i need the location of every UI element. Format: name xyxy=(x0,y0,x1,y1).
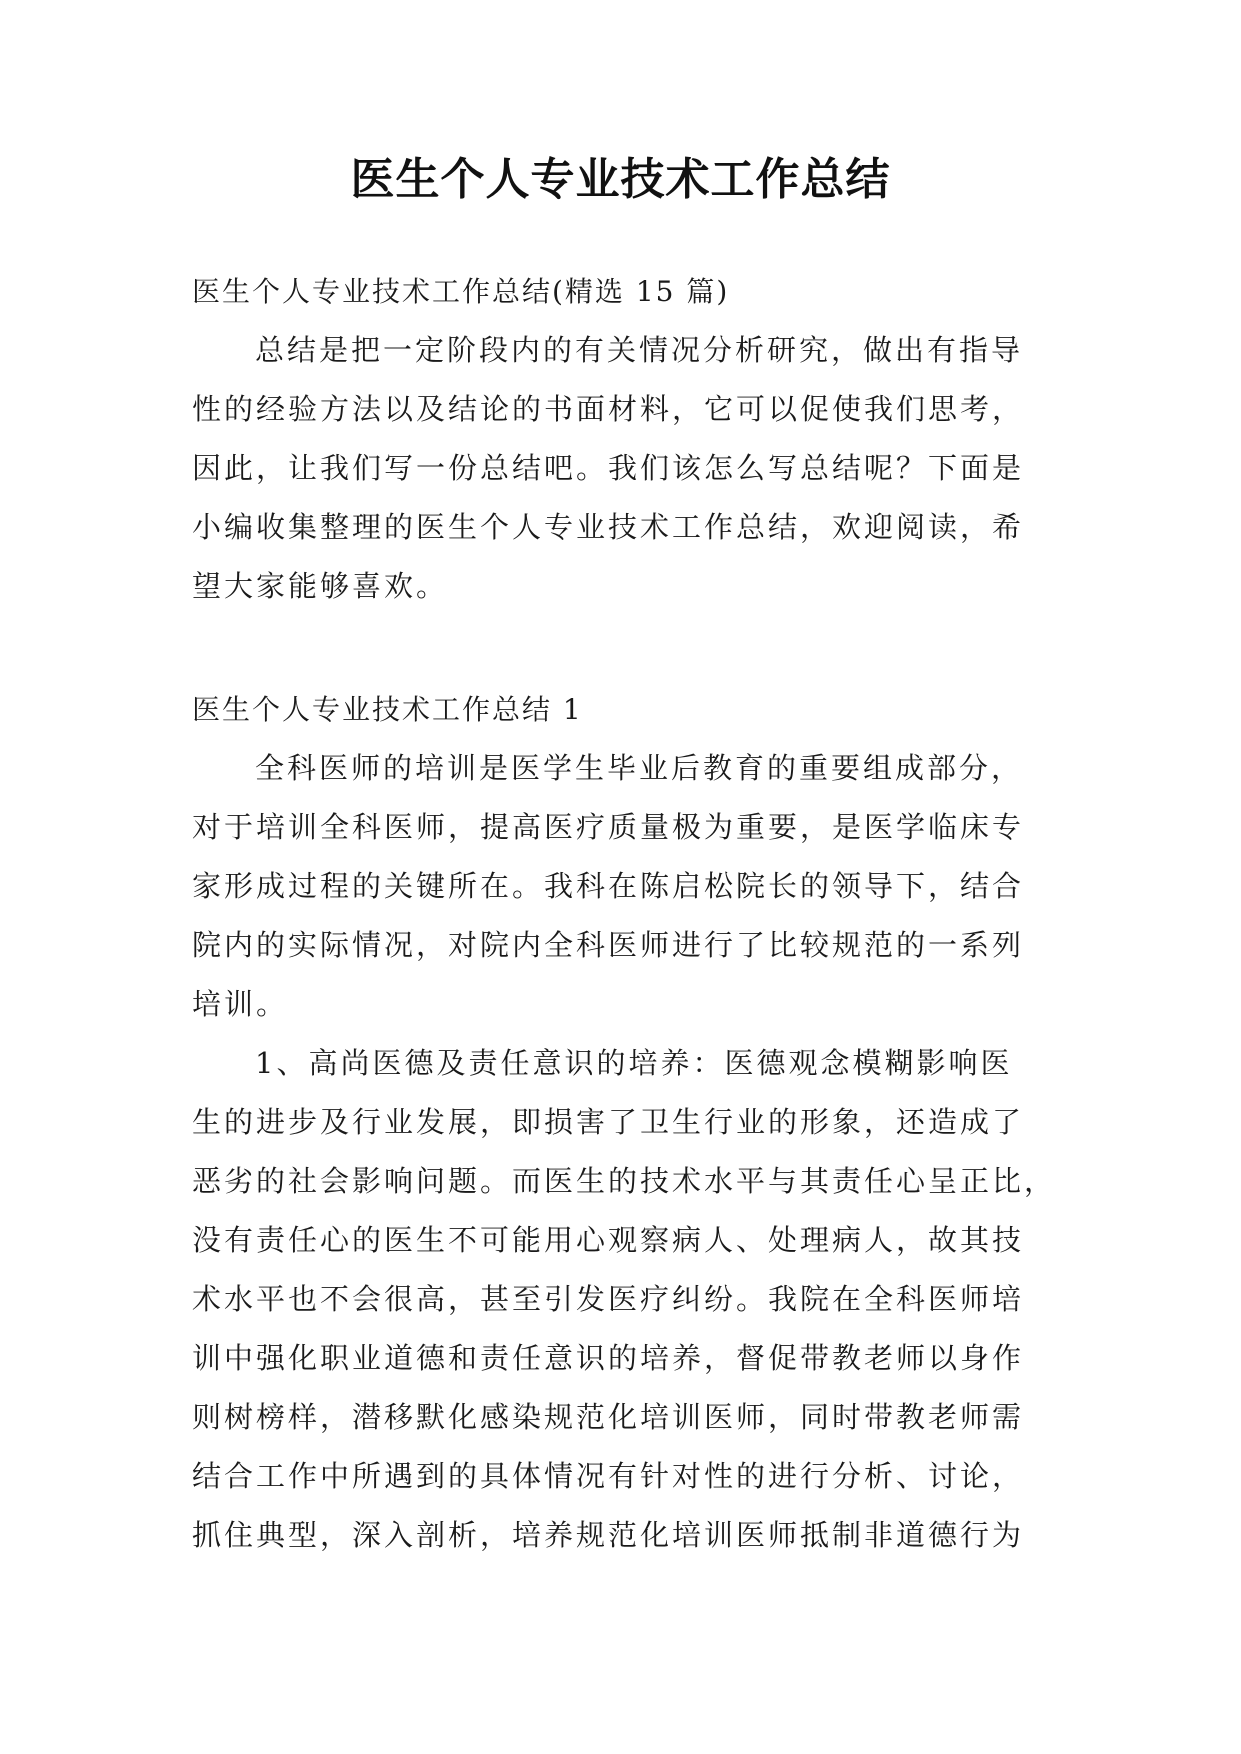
text-line: 总结是把一定阶段内的有关情况分析研究，做出有指导 xyxy=(255,333,1024,367)
intro-heading: 医生个人专业技术工作总结(精选 15 篇) xyxy=(192,275,730,308)
text-line: 性的经验方法以及结论的书面材料，它可以促使我们思考， xyxy=(192,392,1025,426)
text-line: 因此，让我们写一份总结吧。我们该怎么写总结呢？下面是 xyxy=(192,451,1025,485)
text-line: 望大家能够喜欢。 xyxy=(192,569,449,603)
text-line: 院内的实际情况，对院内全科医师进行了比较规范的一系列 xyxy=(192,928,1025,962)
text-line: 没有责任心的医生不可能用心观察病人、处理病人，故其技 xyxy=(192,1223,1025,1257)
text-line: 家形成过程的关键所在。我科在陈启松院长的领导下，结合 xyxy=(192,869,1025,903)
section-paragraph xyxy=(192,1034,1057,1565)
document-body xyxy=(192,262,1057,1565)
text-line: 小编收集整理的医生个人专业技术工作总结，欢迎阅读，希 xyxy=(192,510,1025,544)
text-line: 结合工作中所遇到的具体情况有针对性的进行分析、讨论， xyxy=(192,1459,1025,1493)
text-line: 则树榜样，潜移默化感染规范化培训医师，同时带教老师需 xyxy=(192,1400,1025,1434)
text-line: 1、高尚医德及责任意识的培养：医德观念模糊影响医 xyxy=(255,1046,1013,1080)
document-title: 医生个人专业技术工作总结 xyxy=(350,154,891,205)
paragraph-spacer xyxy=(192,616,1054,680)
text-line: 培训。 xyxy=(192,987,289,1021)
text-line: 抓住典型，深入剖析，培养规范化培训医师抵制非道德行为 xyxy=(192,1518,1025,1552)
text-line: 全科医师的培训是医学生毕业后教育的重要组成部分， xyxy=(255,751,1024,785)
text-line: 训中强化职业道德和责任意识的培养，督促带教老师以身作 xyxy=(192,1341,1025,1375)
text-line: 术水平也不会很高，甚至引发医疗纠纷。我院在全科医师培 xyxy=(192,1282,1025,1316)
text-line: 对于培训全科医师，提高医疗质量极为重要，是医学临床专 xyxy=(192,810,1025,844)
text-line: 生的进步及行业发展，即损害了卫生行业的形象，还造成了 xyxy=(192,1105,1025,1139)
section-paragraph xyxy=(192,739,1054,1034)
intro-paragraph xyxy=(192,321,1054,616)
text-line: 恶劣的社会影响问题。而医生的技术水平与其责任心呈正比， xyxy=(192,1164,1057,1198)
section-heading: 医生个人专业技术工作总结 1 xyxy=(192,693,583,726)
